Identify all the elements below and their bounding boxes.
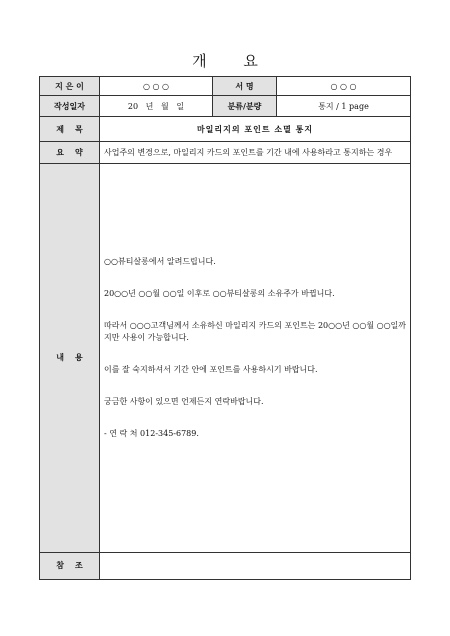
subject-label: 제 목 xyxy=(40,117,100,141)
content-row xyxy=(40,163,411,552)
body-paragraph-request: 이를 잘 숙지하셔서 기간 안에 포인트를 사용하시기 바랍니다. xyxy=(104,364,318,374)
subject-row xyxy=(40,117,411,141)
content-label: 내 용 xyxy=(40,163,100,552)
content-body xyxy=(100,163,411,552)
body-paragraph-contact-invite: 궁금한 사항이 있으면 언제든지 연락바랍니다. xyxy=(104,396,264,406)
summary-row xyxy=(40,141,411,163)
body-paragraph-owner-change: 20○○년 ○○월 ○○일 이후로 ○○뷰티살롱의 소유주가 바뀝니다. xyxy=(104,288,335,298)
author-label: 지 은 이 xyxy=(40,77,100,96)
category-value: 통지 / 1 page xyxy=(277,96,411,117)
summary-label: 요 약 xyxy=(40,141,100,163)
reference-row xyxy=(40,552,411,579)
summary-value: 사업주의 변경으로, 마일리지 카드의 포인트를 기간 내에 사용하라고 통지하는 경우 xyxy=(100,141,411,163)
signature-value: ○ ○ ○ xyxy=(277,77,411,96)
author-value: ○ ○ ○ xyxy=(100,77,213,96)
body-paragraph-points-deadline: 따라서 ○○○고객님께서 소유하신 마일리지 카드의 포인트는 20○○년 ○○월 ○○일까지만 사용이 가능합니다. xyxy=(104,320,407,342)
body-paragraph-greeting: ○○뷰티살롱에서 알려드립니다. xyxy=(104,256,216,266)
date-value: 20 년 월 일 xyxy=(100,96,213,117)
date-row xyxy=(40,96,411,117)
category-label: 분류/분량 xyxy=(213,96,277,117)
body-paragraph-contact-number: - 연 락 처 012-345-6789. xyxy=(104,428,199,438)
author-row xyxy=(40,77,411,96)
reference-value xyxy=(100,552,411,579)
signature-label: 서 명 xyxy=(213,77,277,96)
date-label: 작성일자 xyxy=(40,96,100,117)
reference-label: 참 조 xyxy=(40,552,100,579)
document-title: 개 요 xyxy=(192,52,274,70)
subject-value: 마일리지의 포인트 소멸 통지 xyxy=(100,117,411,141)
overview-form-table xyxy=(39,76,411,580)
